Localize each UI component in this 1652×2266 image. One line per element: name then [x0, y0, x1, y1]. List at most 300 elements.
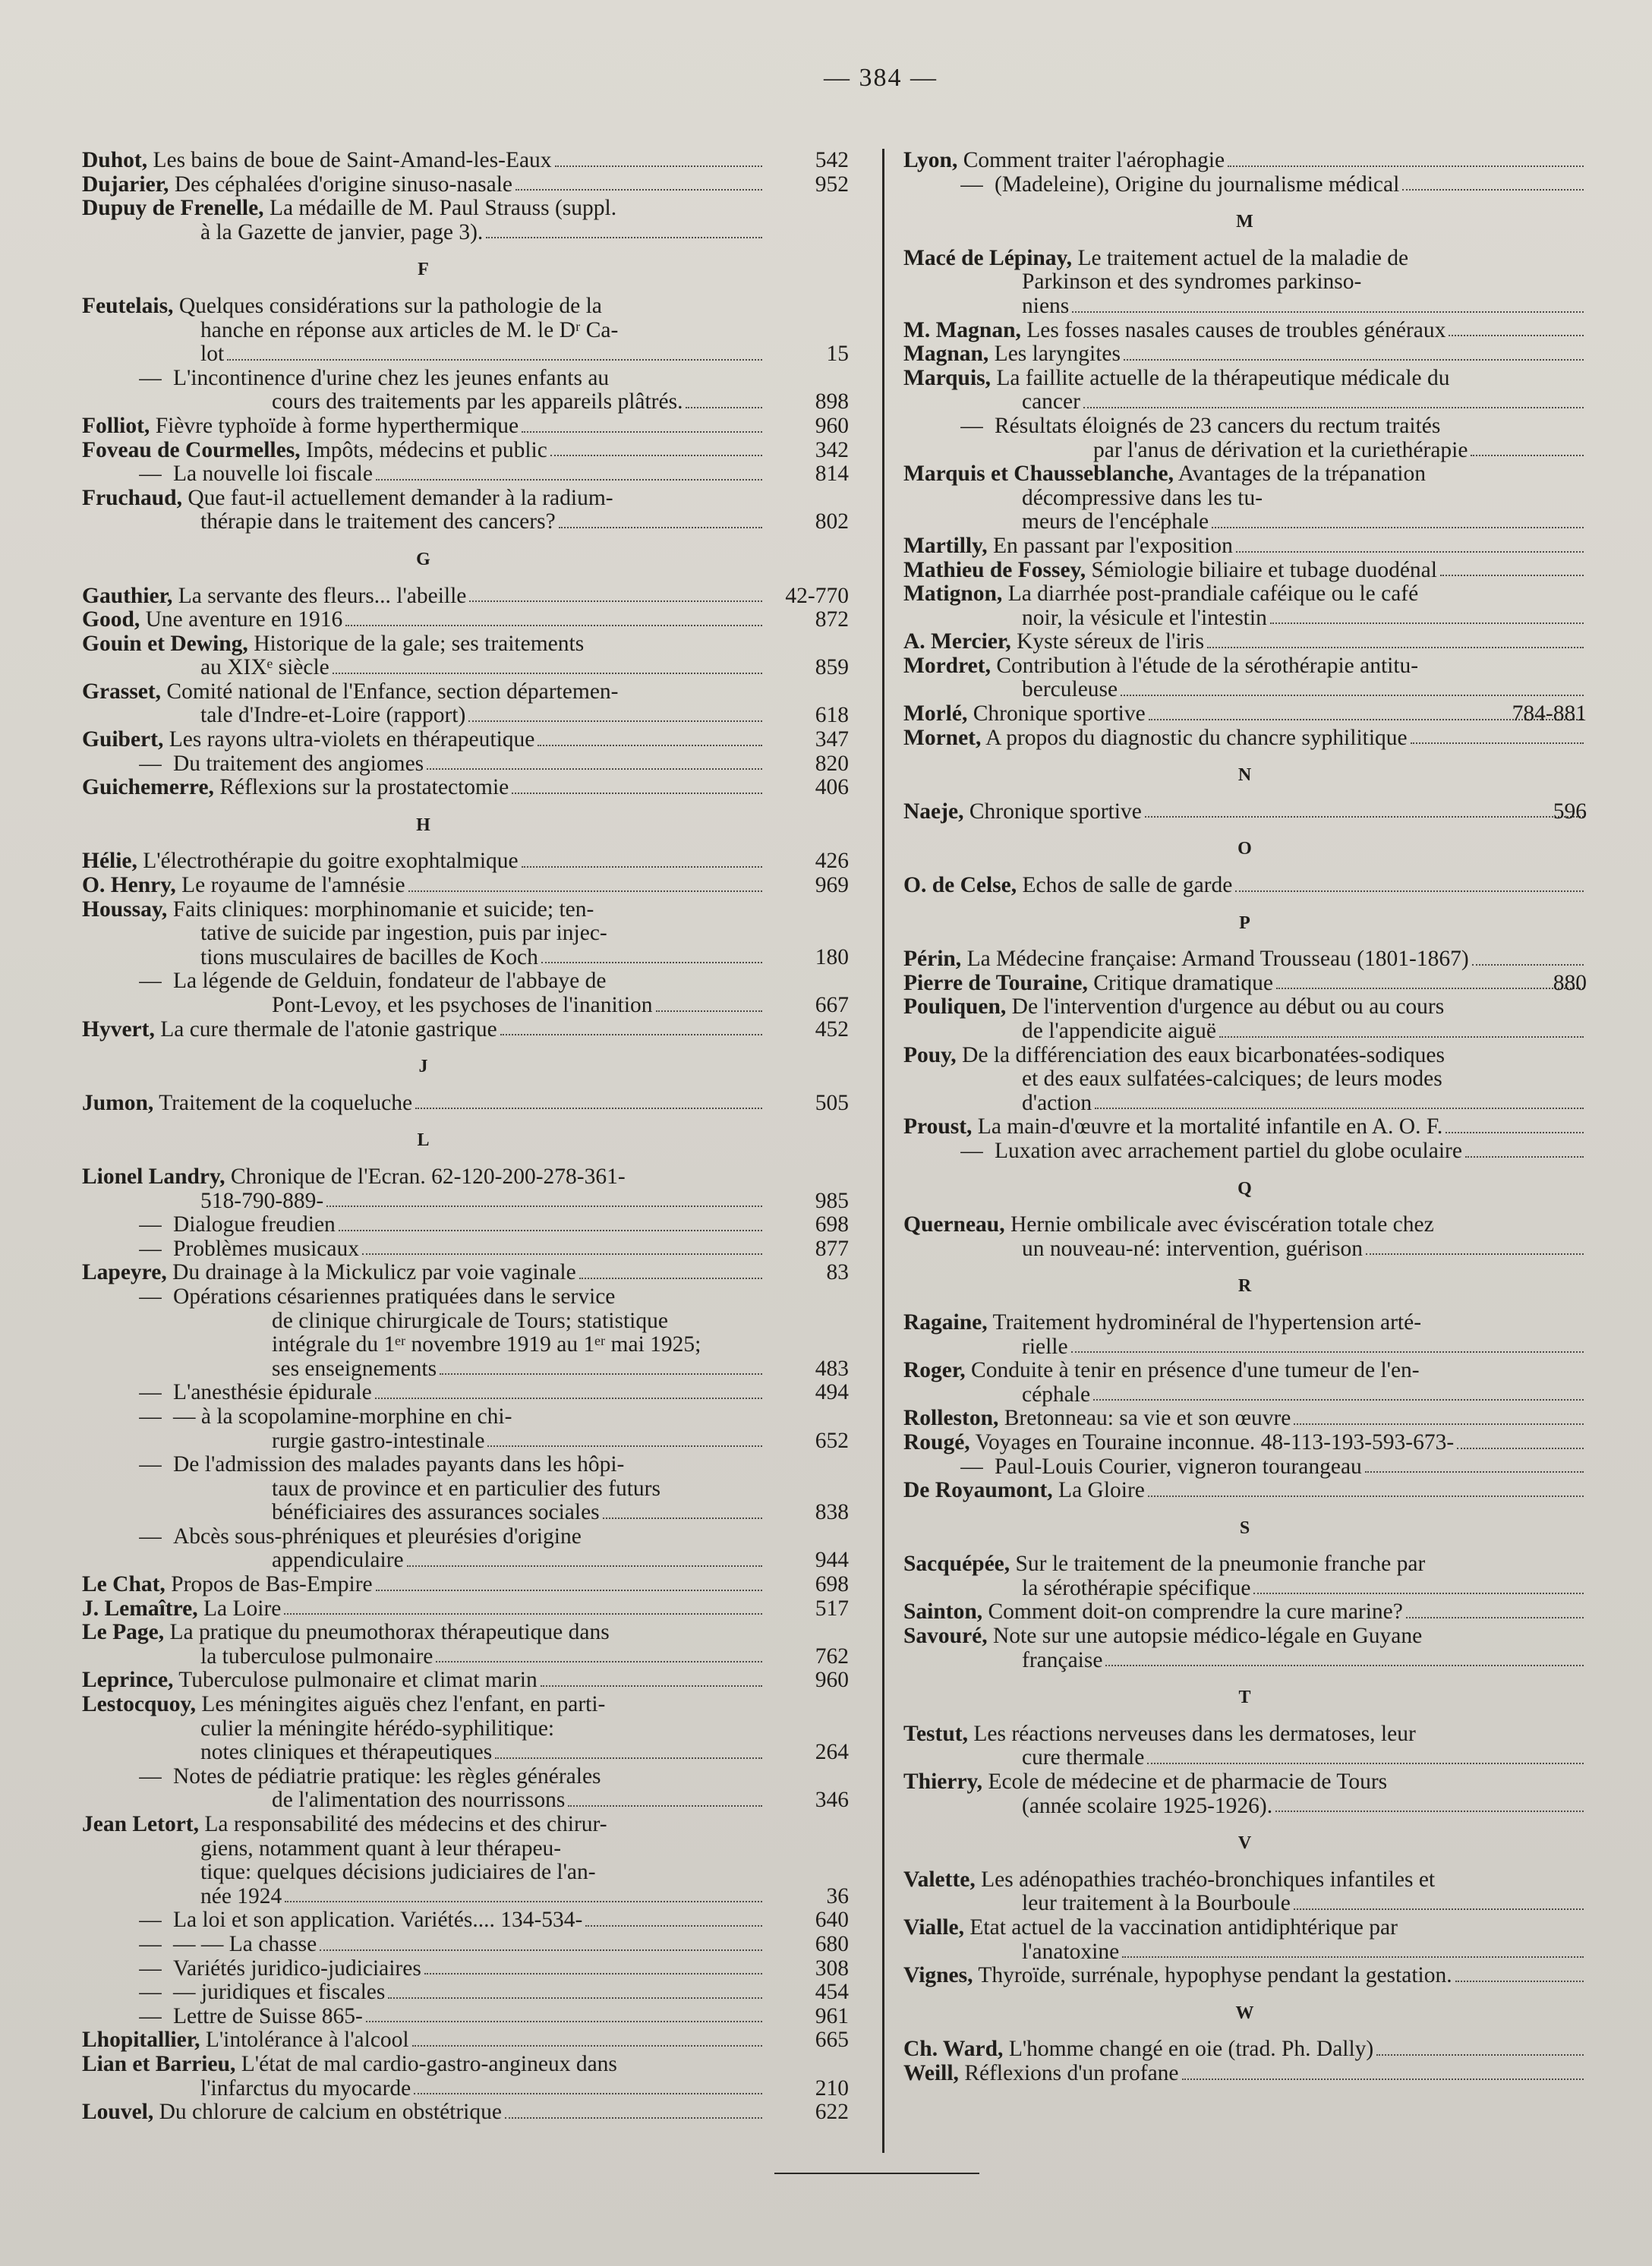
entry-text [903, 1359, 1420, 1383]
entry-continuation [82, 2077, 765, 2101]
entry-text [82, 1453, 624, 1477]
entry-text [903, 874, 1232, 898]
entry-text [903, 947, 1469, 972]
entry-title: Les méningites aiguës chez l'enfant, en parti- [201, 1693, 606, 1717]
leader-dots [1122, 1956, 1584, 1958]
entry-title: Sur le traitement de la pneumonie franche par [1015, 1552, 1426, 1577]
continuation-text: et des eaux sulfatées-calciques; de leurs modes [1022, 1067, 1442, 1092]
entry-text [82, 969, 606, 994]
entry-line [82, 1237, 765, 1262]
entry-line [903, 1455, 1587, 1480]
entry-line [903, 1431, 1587, 1455]
leader-dots [1124, 359, 1584, 361]
page-reference: 802 [815, 509, 849, 534]
entry-line [82, 1765, 765, 1789]
entry-line [82, 2005, 765, 2029]
index-entry [82, 632, 849, 680]
entry-line [82, 1261, 765, 1285]
entry-line [903, 630, 1587, 654]
continuation-text: tique: quelques décisions judiciaires de l'an- [200, 1861, 596, 1885]
index-entry [82, 1621, 849, 1669]
leader-dots [415, 1108, 762, 1109]
entry-text [903, 1407, 1291, 1431]
index-entry [903, 1916, 1587, 1964]
leader-dots [1471, 455, 1584, 456]
index-entry [82, 1285, 849, 1381]
continuation-text: par l'anus de dérivation et la curiethérapie [1093, 438, 1468, 462]
entry-line [82, 752, 765, 777]
author-name: Gauthier, [82, 584, 173, 608]
page-reference: 859 [815, 655, 849, 680]
page-reference: 762 [815, 1644, 849, 1669]
entry-continuation [82, 1645, 765, 1669]
leader-dots [579, 1278, 762, 1279]
entry-continuation [82, 510, 765, 534]
leader-dots [1275, 1811, 1584, 1812]
entry-text [903, 702, 1146, 726]
entry-line [903, 1044, 1587, 1068]
continuation-text: un nouveau-né: intervention, guérison [1022, 1237, 1363, 1261]
entry-continuation [903, 1335, 1587, 1360]
entry-continuation [903, 487, 1587, 511]
entry-line [82, 874, 765, 898]
entry-continuation [82, 946, 765, 970]
entry-line [82, 2101, 765, 2125]
entry-title: Chronique sportive [973, 702, 1146, 726]
continuation-text: notes cliniques et thérapeutiques [200, 1741, 493, 1765]
author-name: De Royaumont, [903, 1479, 1053, 1503]
entry-continuation [903, 1067, 1587, 1092]
entry-line [82, 849, 765, 874]
index-entry [82, 1957, 849, 1981]
entry-title: Sémiologie biliaire et tubage duodénal [1091, 558, 1437, 582]
author-name: Pouliquen, [903, 995, 1007, 1020]
index-entry [903, 630, 1587, 654]
index-entry [82, 874, 849, 898]
entry-continuation [903, 1383, 1587, 1407]
continuation-text: appendiculaire [272, 1549, 404, 1573]
leader-dots [333, 673, 762, 674]
leader-dots [541, 1685, 762, 1687]
entry-title: A propos du diagnostic du chancre syphilitique [985, 726, 1408, 750]
entry-text [82, 608, 342, 632]
entry-title: Chronique de l'Ecran. 62-120-200-278-361- [230, 1165, 626, 1189]
bottom-rule [774, 2173, 979, 2174]
leader-dots [585, 1925, 762, 1927]
entry-text [903, 342, 1121, 367]
leader-dots [555, 165, 762, 167]
entry-line [82, 414, 765, 439]
index-entry [903, 2038, 1587, 2062]
index-column-left [82, 149, 849, 2125]
continuation-text: d'action [1022, 1091, 1092, 1115]
entry-continuation [903, 1892, 1587, 1916]
entry-text [903, 1455, 1362, 1480]
author-name: Hélie, [82, 849, 137, 874]
section-letter: Q [1237, 1178, 1253, 1199]
entry-line [82, 1165, 765, 1190]
entry-title: Les rayons ultra-violets en thérapeutique [169, 728, 535, 752]
entry-title: La médaille de M. Paul Strauss (suppl. [269, 197, 617, 221]
leader-dots [427, 768, 762, 770]
page-reference: 784-881 [1512, 701, 1587, 726]
continuation-text: intégrale du 1ᵉʳ novembre 1919 au 1ᵉʳ mai 1925; [272, 1333, 701, 1357]
entry-text [82, 173, 512, 197]
entry-text [903, 1625, 1422, 1649]
leader-dots [284, 1613, 762, 1615]
index-entry [903, 1115, 1587, 1139]
entry-text [82, 1405, 512, 1429]
index-entry [903, 414, 1587, 462]
ditto-mark: — [139, 1981, 162, 2005]
continuation-text: de l'alimentation des nourrissons [272, 1789, 566, 1813]
entry-title: Echos de salle de garde [1022, 874, 1233, 898]
entry-line [82, 367, 765, 391]
ditto-mark: — [960, 414, 983, 438]
leader-dots [538, 745, 762, 746]
entry-continuation [82, 1309, 765, 1334]
entry-line [903, 1213, 1587, 1237]
entry-line [82, 149, 765, 173]
entry-continuation [903, 439, 1587, 463]
entry-title: La main-d'œuvre et la mortalité infantile en A. O. F. [977, 1115, 1443, 1139]
entry-title: L'anesthésie épidurale [173, 1381, 372, 1405]
entry-line [903, 319, 1587, 343]
leader-dots [1253, 1593, 1584, 1594]
index-entry [82, 197, 849, 244]
continuation-text: leur traitement à la Bourboule [1022, 1892, 1291, 1916]
entry-title: Contribution à l'étude de la sérothérapie antitu- [996, 654, 1419, 678]
continuation-text: rielle [1022, 1335, 1068, 1359]
author-name: Le Chat, [82, 1573, 166, 1597]
entry-continuation [82, 1741, 765, 1765]
entry-title: Variétés juridico-judiciaires [173, 1956, 421, 1981]
entry-title: Note sur une autopsie médico-légale en Guyane [993, 1625, 1423, 1649]
leader-dots [436, 1661, 762, 1662]
entry-line [903, 173, 1587, 197]
leader-dots [686, 407, 762, 408]
leader-dots [227, 359, 762, 361]
author-name: Ragaine, [903, 1310, 988, 1335]
author-name: Lapeyre, [82, 1261, 167, 1285]
entry-continuation [82, 1429, 765, 1454]
author-name: Proust, [903, 1115, 973, 1139]
entry-title: Luxation avec arrachement partiel du globe oculaire [995, 1139, 1462, 1163]
entry-text [903, 1964, 1452, 1988]
index-entry [82, 487, 849, 534]
entry-text [903, 630, 1204, 654]
author-name: Mathieu de Fossey, [903, 558, 1086, 582]
entry-line [903, 414, 1587, 439]
entry-text [903, 559, 1437, 583]
continuation-text: tative de suicide par ingestion, puis par injec- [200, 922, 607, 946]
author-name: Rougé, [903, 1430, 970, 1454]
page-reference: 210 [815, 2075, 849, 2101]
entry-line [82, 969, 765, 994]
continuation-text: au XIXᵉ siècle [200, 656, 329, 680]
leader-dots [388, 1997, 762, 1999]
entry-line [82, 680, 765, 704]
page-reference: 814 [815, 462, 849, 487]
entry-continuation [82, 1789, 765, 1813]
entry-title: Des céphalées d'origine sinuso-nasale [174, 172, 513, 197]
entry-line [82, 1933, 765, 1957]
entry-text [903, 367, 1449, 391]
entry-line [82, 197, 765, 221]
column-divider [882, 149, 884, 2153]
index-entry [82, 1261, 849, 1285]
entry-title: Les laryngites [994, 342, 1121, 367]
index-entry [82, 2053, 849, 2101]
page-reference: 308 [815, 1956, 849, 1981]
entry-continuation [903, 1940, 1587, 1965]
author-name: Ch. Ward, [903, 2038, 1004, 2062]
page-reference: 346 [815, 1788, 849, 1813]
entry-title: Impôts, médecins et public [305, 438, 547, 462]
continuation-text: la tuberculose pulmonaire [200, 1644, 433, 1669]
leader-dots [366, 2021, 762, 2022]
ditto-mark: — [139, 1932, 162, 1956]
page-reference: 342 [815, 437, 849, 462]
entry-title: Traitement hydrominéral de l'hypertension arté- [992, 1310, 1422, 1335]
leader-dots [1294, 1423, 1584, 1425]
entry-line [82, 728, 765, 752]
entry-continuation [82, 656, 765, 680]
entry-title: Comment doit-on comprendre la cure marine? [988, 1600, 1403, 1625]
entry-line [82, 585, 765, 609]
index-entry [82, 1213, 849, 1237]
entry-title: Les adénopathies trachéo-bronchiques infantiles et [981, 1867, 1436, 1892]
author-name: Lian et Barrieu, [82, 2052, 236, 2076]
section-letter: G [416, 549, 431, 569]
section-letter: V [1237, 1833, 1253, 1854]
entry-title: Etat actuel de la vaccination antidiphtérique par [969, 1916, 1398, 1940]
entry-title: Voyages en Touraine inconnue. 48-113-193-593-673- [975, 1430, 1455, 1454]
author-name: Lestocquoy, [82, 1693, 196, 1717]
entry-line [82, 439, 765, 463]
author-name: Magnan, [903, 342, 989, 367]
index-entry [82, 1669, 849, 1693]
leader-dots [339, 1230, 762, 1231]
leader-dots [1457, 1448, 1584, 1449]
entry-text [903, 1552, 1425, 1577]
entry-title: Les bains de boue de Saint-Amand-les-Eaux [153, 149, 552, 172]
leader-dots [1365, 1471, 1584, 1473]
index-entry [82, 1525, 849, 1573]
leader-dots [505, 2117, 762, 2119]
entry-title: Faits cliniques: morphinomanie et suicide; ten- [172, 897, 594, 922]
author-name: O. Henry, [82, 874, 176, 898]
entry-title: Historique de la gale; ses traitements [254, 632, 585, 656]
entry-text [903, 319, 1446, 343]
entry-title: La cure thermale de l'atonie gastrique [160, 1017, 497, 1042]
index-entry [82, 1933, 849, 1957]
entry-text [82, 295, 602, 319]
entry-line [82, 295, 765, 319]
entry-text [82, 752, 424, 777]
index-entry [82, 1693, 849, 1765]
entry-text [82, 2053, 617, 2077]
index-entry [82, 1381, 849, 1405]
ditto-mark: — [139, 2004, 162, 2028]
entry-text [82, 1908, 582, 1933]
author-name: Vignes, [903, 1964, 973, 1988]
entry-text [903, 726, 1408, 751]
index-entry [82, 367, 849, 414]
entry-text [82, 1669, 538, 1693]
author-name: Duhot, [82, 149, 148, 172]
entry-text [903, 247, 1408, 271]
section-letter: P [1239, 912, 1251, 933]
leader-dots [1270, 622, 1584, 624]
continuation-text: thérapie dans le traitement des cancers? [200, 510, 556, 534]
entry-title: Propos de Bas-Empire [171, 1573, 373, 1597]
continuation-text: (année scolaire 1925-1926). [1022, 1794, 1273, 1818]
entry-title: La faillite actuelle de la thérapeutique médicale du [996, 366, 1450, 390]
entry-title: Problèmes musicaux [173, 1237, 359, 1261]
entry-continuation [82, 342, 765, 367]
entry-title: Réflexions sur la prostatectomie [219, 776, 509, 800]
page-reference: 542 [815, 148, 849, 172]
index-entry [903, 534, 1587, 559]
author-name: Weill, [903, 2061, 959, 2085]
entry-line [82, 1908, 765, 1933]
entry-title: L'incontinence d'urine chez les jeunes enfants au [173, 366, 610, 390]
entry-continuation [903, 1795, 1587, 1819]
entry-text [903, 414, 1440, 439]
index-entry [903, 1964, 1587, 1988]
entry-line [903, 800, 1587, 824]
page-reference: 622 [815, 2100, 849, 2125]
entry-title: Les fosses nasales causes de troubles généraux [1026, 318, 1446, 342]
page-reference: 680 [815, 1931, 849, 1956]
index-entry [903, 947, 1587, 972]
author-name: Le Page, [82, 1621, 165, 1645]
author-name: Jean Letort, [82, 1813, 200, 1836]
author-name: Jumon, [82, 1091, 154, 1115]
author-name: Macé de Lépinay, [903, 246, 1073, 270]
entry-text [903, 1916, 1398, 1940]
leader-dots [345, 625, 762, 626]
index-entry [82, 2005, 849, 2029]
entry-continuation [82, 994, 765, 1018]
entry-text [82, 874, 405, 898]
leader-dots [522, 431, 762, 433]
entry-text [903, 995, 1444, 1020]
section-letter: N [1237, 765, 1253, 786]
entry-title: — — La chasse [173, 1932, 317, 1956]
entry-line [82, 487, 765, 511]
author-name: Savouré, [903, 1625, 988, 1649]
entry-line [82, 1213, 765, 1237]
entry-title: La légende de Gelduin, fondateur de l'abbaye de [173, 969, 607, 994]
page-reference: 960 [815, 1668, 849, 1693]
entry-title: Kyste séreux de l'iris [1017, 630, 1205, 654]
page-reference: 969 [815, 873, 849, 898]
entry-line [903, 1600, 1587, 1625]
leader-dots [1147, 1763, 1584, 1764]
index-entry [903, 1600, 1587, 1625]
index-entry [82, 1237, 849, 1262]
author-name: Lyon, [903, 149, 958, 172]
entry-text [82, 1693, 605, 1717]
entry-title: Tuberculose pulmonaire et climat marin [178, 1669, 538, 1693]
index-entry [903, 1213, 1587, 1261]
page-reference: 83 [826, 1260, 849, 1285]
entry-text [82, 1813, 607, 1837]
entry-continuation [903, 295, 1587, 319]
leader-dots [1148, 1495, 1584, 1497]
entry-text [82, 1621, 610, 1645]
page-reference: 180 [815, 944, 849, 969]
leader-dots [1235, 890, 1584, 892]
ditto-mark: — [139, 1381, 162, 1405]
entry-line [82, 1693, 765, 1717]
entry-title: L'intolérance à l'alcool [205, 2028, 409, 2053]
entry-text [903, 1311, 1421, 1335]
leader-dots [469, 600, 762, 602]
entry-continuation [903, 1020, 1587, 1044]
continuation-text: l'infarctus du myocarde [200, 2076, 411, 2101]
entry-title: Une aventure en 1916 [145, 608, 343, 632]
leader-dots [320, 1949, 762, 1951]
leader-dots [1093, 1399, 1584, 1401]
page-reference: 667 [815, 993, 849, 1017]
entry-title: L'électrothérapie du goitre exophtalmique [143, 849, 519, 874]
leader-dots [559, 527, 762, 528]
index-entry [903, 342, 1587, 367]
ditto-mark: — [139, 1764, 162, 1789]
leader-dots [285, 1901, 762, 1902]
author-name: Vialle, [903, 1916, 965, 1940]
leader-dots [1472, 964, 1584, 966]
author-name: Fruchaud, [82, 486, 182, 510]
entry-line [82, 1405, 765, 1429]
entry-line [903, 462, 1587, 487]
entry-text [82, 1381, 372, 1405]
entry-title: Traitement de la coqueluche [159, 1091, 413, 1115]
leader-dots [486, 237, 762, 238]
entry-line [903, 1770, 1587, 1795]
leader-dots [362, 1253, 762, 1255]
entry-text [82, 1261, 576, 1285]
leader-dots [1228, 165, 1584, 167]
entry-continuation [82, 221, 765, 245]
entry-line [903, 367, 1587, 391]
page-reference: 877 [815, 1236, 849, 1261]
entry-line [82, 2053, 765, 2077]
entry-text [903, 173, 1399, 197]
page-reference: 880 [1553, 970, 1587, 995]
entry-text [82, 1981, 385, 2005]
page-reference: 15 [826, 342, 849, 367]
entry-text [903, 1868, 1435, 1893]
index-entry [903, 1552, 1587, 1600]
continuation-text: la sérothérapie spécifique [1022, 1576, 1251, 1600]
entry-text [903, 800, 1142, 824]
author-name: J. Lemaître, [82, 1596, 198, 1621]
entry-text [903, 462, 1426, 487]
entry-text [82, 1285, 615, 1309]
entry-title: Paul-Louis Courier, vigneron tourangeau [995, 1454, 1362, 1479]
entry-line [82, 1621, 765, 1645]
continuation-text: rurgie gastro-intestinale [272, 1429, 485, 1453]
entry-title: Comité national de l'Enfance, section départemen- [166, 679, 619, 704]
entry-title: — juridiques et fiscales [173, 1981, 386, 2005]
entry-continuation [903, 270, 1587, 295]
continuation-text: décompressive dans les tu- [1022, 486, 1263, 510]
entry-line [82, 608, 765, 632]
